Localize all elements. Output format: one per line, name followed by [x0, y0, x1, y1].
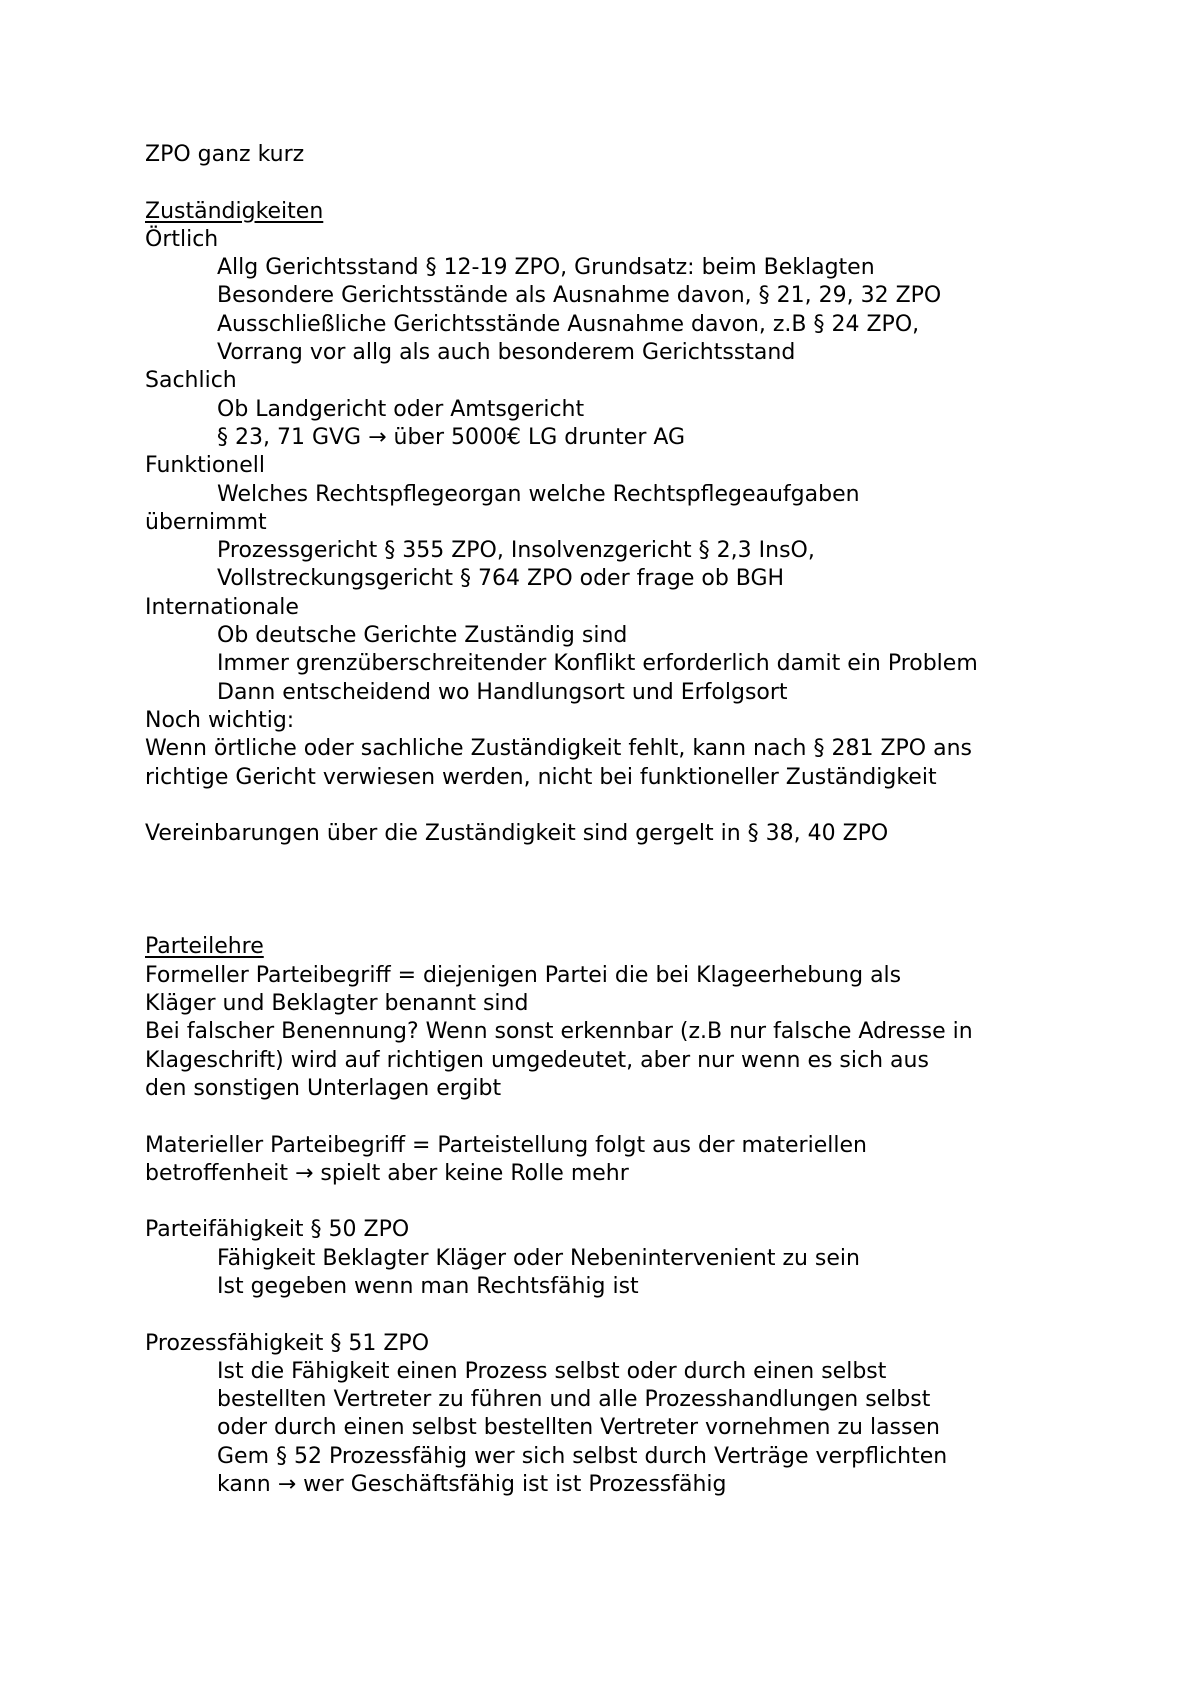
spacer	[145, 792, 1145, 820]
subheading-funktionell: Funktionell	[145, 453, 265, 479]
spacer	[145, 169, 1145, 197]
text-line: Dann entscheidend wo Handlungsort und Erfolgsort	[217, 679, 788, 705]
text-line: betroffenheit → spielt aber keine Rolle mehr	[145, 1160, 629, 1186]
document-title: ZPO ganz kurz	[145, 142, 305, 167]
text-line: Immer grenzüberschreitender Konflikt erforderlich damit ein Problem	[217, 651, 978, 677]
text-line: Vorrang vor allg als auch besonderem Gerichtsstand	[217, 340, 796, 366]
spacer	[145, 1103, 1145, 1131]
text-line: richtige Gericht verwiesen werden, nicht bei funktioneller Zuständigkeit	[145, 764, 937, 790]
text-line: Kläger und Beklagter benannt sind	[145, 991, 529, 1017]
text-line: Klageschrift) wird auf richtigen umgedeutet, aber nur wenn es sich aus	[145, 1047, 929, 1073]
text-line: Vereinbarungen über die Zuständigkeit sind gergelt in § 38, 40 ZPO	[145, 821, 889, 847]
text-line: oder durch einen selbst bestellten Vertreter vornehmen zu lassen	[217, 1415, 940, 1441]
spacer	[145, 1301, 1145, 1329]
text-line: Fähigkeit Beklagter Kläger oder Nebenintervenient zu sein	[217, 1245, 860, 1271]
text-line: Allg Gerichtsstand § 12-19 ZPO, Grundsatz: beim Beklagten	[217, 255, 875, 281]
subheading-prozessfaehigkeit: Prozessfähigkeit § 51 ZPO	[145, 1330, 430, 1356]
text-line: Vollstreckungsgericht § 764 ZPO oder frage ob BGH	[217, 566, 785, 592]
text-line: Welches Rechtspflegeorgan welche Rechtspflegeaufgaben	[217, 481, 860, 507]
text-line: Besondere Gerichtsstände als Ausnahme davon, § 21, 29, 32 ZPO	[217, 283, 942, 309]
subheading-parteifaehigkeit: Parteifähigkeit § 50 ZPO	[145, 1217, 410, 1243]
subheading-internationale: Internationale	[145, 594, 299, 620]
text-line: den sonstigen Unterlagen ergibt	[145, 1075, 502, 1101]
text-line: bestellten Vertreter zu führen und alle Prozesshandlungen selbst	[217, 1387, 931, 1413]
text-line: Bei falscher Benennung? Wenn sonst erkennbar (z.B nur falsche Adresse in	[145, 1019, 973, 1045]
subheading-noch-wichtig: Noch wichtig:	[145, 707, 295, 733]
text-line: Ausschließliche Gerichtsstände Ausnahme davon, z.B § 24 ZPO,	[217, 311, 920, 337]
text-line: übernimmt	[145, 509, 267, 535]
text-line: Ob deutsche Gerichte Zuständig sind	[217, 623, 628, 649]
text-line: Prozessgericht § 355 ZPO, Insolvenzgericht § 2,3 InsO,	[217, 538, 815, 564]
subheading-oertlich: Örtlich	[145, 226, 219, 252]
text-line: Gem § 52 Prozessfähig wer sich selbst durch Verträge verpflichten	[217, 1443, 948, 1469]
text-line: Ist gegeben wenn man Rechtsfähig ist	[217, 1273, 639, 1299]
text-line: Ob Landgericht oder Amtsgericht	[217, 396, 585, 422]
text-line: kann → wer Geschäftsfähig ist ist Prozessfähig	[217, 1472, 727, 1498]
section-heading-parteilehre: Parteilehre	[145, 934, 264, 960]
text-line: Materieller Parteibegriff = Parteistellung folgt aus der materiellen	[145, 1132, 867, 1158]
document-page	[145, 141, 1145, 1499]
text-line: § 23, 71 GVG → über 5000€ LG drunter AG	[217, 424, 686, 450]
section-heading-zustaendigkeiten: Zuständigkeiten	[145, 198, 324, 224]
text-line: Ist die Fähigkeit einen Prozess selbst oder durch einen selbst	[217, 1358, 887, 1384]
spacer	[145, 848, 1145, 933]
text-line: Formeller Parteibegriff = diejenigen Partei die bei Klageerhebung als	[145, 962, 902, 988]
subheading-sachlich: Sachlich	[145, 368, 237, 394]
text-line: Wenn örtliche oder sachliche Zuständigkeit fehlt, kann nach § 281 ZPO ans	[145, 736, 972, 762]
spacer	[145, 1188, 1145, 1216]
